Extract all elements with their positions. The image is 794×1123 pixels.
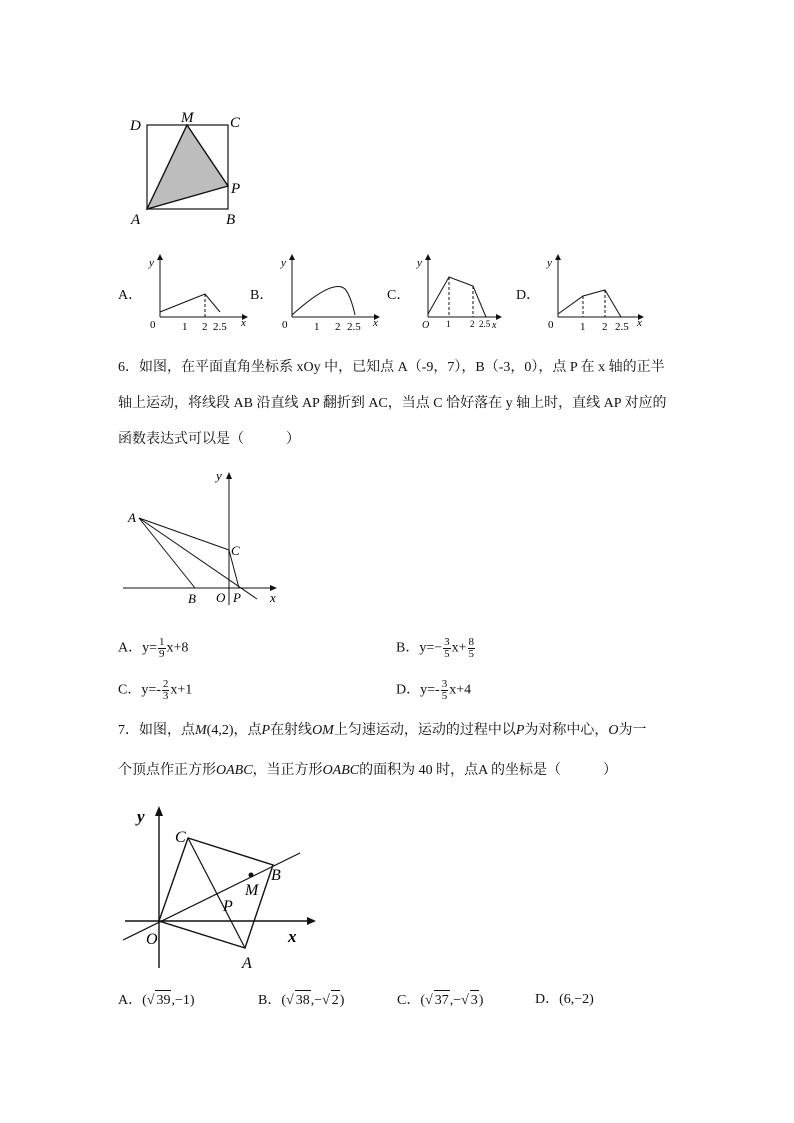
- q7-option-b[interactable]: B．(√ 38,−√ 2): [258, 990, 344, 1011]
- q5-option-c-label[interactable]: C．: [387, 288, 411, 303]
- svg-text:B: B: [271, 867, 281, 884]
- svg-text:A: A: [128, 510, 136, 525]
- label-d: D: [130, 118, 141, 134]
- q6-line-2: 轴上运动，将线段 AB 沿直线 AP 翻折到 AC，当点 C 恰好落在 y 轴上时，直线 AP 对应的: [118, 396, 667, 411]
- q7-option-c[interactable]: C．(√ 37,−√ 3): [397, 990, 483, 1011]
- label-m: M: [181, 110, 194, 126]
- q5-option-d-label[interactable]: D．: [516, 288, 541, 303]
- svg-text:1: 1: [580, 321, 586, 332]
- svg-text:x: x: [288, 927, 297, 946]
- svg-text:P: P: [233, 590, 241, 605]
- svg-text:0: 0: [150, 319, 156, 331]
- square-figure: [125, 105, 255, 230]
- svg-text:1: 1: [182, 321, 188, 332]
- svg-text:y: y: [417, 257, 422, 269]
- svg-text:0: 0: [282, 319, 288, 331]
- svg-text:y: y: [216, 468, 222, 483]
- label-a: A: [131, 212, 141, 228]
- svg-text:x: x: [492, 320, 497, 331]
- svg-text:2.5: 2.5: [615, 321, 629, 332]
- q5-graph-d[interactable]: [543, 252, 648, 332]
- svg-text:2: 2: [602, 321, 608, 332]
- svg-text:2: 2: [335, 321, 341, 332]
- svg-text:x: x: [270, 590, 276, 605]
- svg-text:x: x: [637, 317, 642, 329]
- svg-text:O: O: [216, 590, 226, 605]
- svg-text:x: x: [373, 317, 378, 329]
- label-p: P: [231, 181, 241, 197]
- q5-graph-a[interactable]: [145, 252, 250, 332]
- svg-text:M: M: [245, 882, 259, 899]
- svg-text:C: C: [231, 543, 240, 558]
- q6-option-a[interactable]: A．y= $\frac{1}{9}$ x+8: [118, 636, 189, 660]
- svg-text:1: 1: [446, 319, 451, 329]
- q7-line-2: 个顶点作正方形OABC，当正方形OABC的面积为 40 时，点A 的坐标是（ ）: [118, 763, 617, 778]
- svg-text:0: 0: [548, 319, 554, 331]
- svg-text:A: A: [242, 955, 252, 972]
- q6-line-3: 函数表达式可以是（ ）: [118, 432, 300, 447]
- svg-text:C: C: [175, 829, 186, 846]
- q6-option-b[interactable]: B．y=− $\frac{3}{5}$ x+ $\frac{8}{5}$: [396, 636, 475, 660]
- svg-text:O: O: [422, 320, 430, 331]
- svg-text:B: B: [188, 591, 196, 606]
- triangle-amp: [147, 125, 228, 209]
- q7-option-a[interactable]: A．(√ 39,−1): [118, 990, 195, 1011]
- label-c: C: [230, 115, 241, 131]
- svg-text:2.5: 2.5: [347, 321, 361, 332]
- svg-text:P: P: [223, 898, 233, 915]
- label-b: B: [226, 212, 236, 228]
- q7-figure: [115, 800, 320, 975]
- q6-figure: [115, 465, 290, 610]
- svg-text:2.5: 2.5: [213, 321, 227, 332]
- q6-line-1: 6．如图，在平面直角坐标系 xOy 中，已知点 A（-9，7），B（-3，0），点 P 在 x 轴的正半: [118, 360, 665, 375]
- svg-text:O: O: [146, 931, 158, 948]
- q6-option-d[interactable]: D．y=- $\frac{3}{5}$ x+4: [396, 678, 472, 702]
- q5-graph-b[interactable]: [277, 252, 382, 332]
- q7-line-1: 7．如图，点M(4,2)，点P在射线OM上匀速运动，运动的过程中以P为对称中心，O为一: [118, 723, 647, 738]
- svg-text:2.5: 2.5: [479, 319, 491, 329]
- svg-text:y: y: [547, 257, 552, 269]
- svg-text:y: y: [137, 807, 145, 826]
- q5-graph-c[interactable]: [414, 252, 519, 332]
- q5-option-b-label[interactable]: B．: [250, 288, 274, 303]
- svg-text:1: 1: [314, 321, 320, 332]
- svg-text:x: x: [241, 317, 246, 329]
- svg-text:y: y: [281, 257, 286, 269]
- q6-option-c[interactable]: C．y=- $\frac{2}{3}$ x+1: [118, 678, 193, 702]
- svg-text:2: 2: [202, 321, 208, 332]
- q7-option-d[interactable]: D．(6,−2): [535, 992, 594, 1007]
- svg-text:2: 2: [470, 319, 475, 329]
- q5-option-a-label[interactable]: A．: [118, 288, 143, 303]
- svg-text:y: y: [149, 257, 154, 269]
